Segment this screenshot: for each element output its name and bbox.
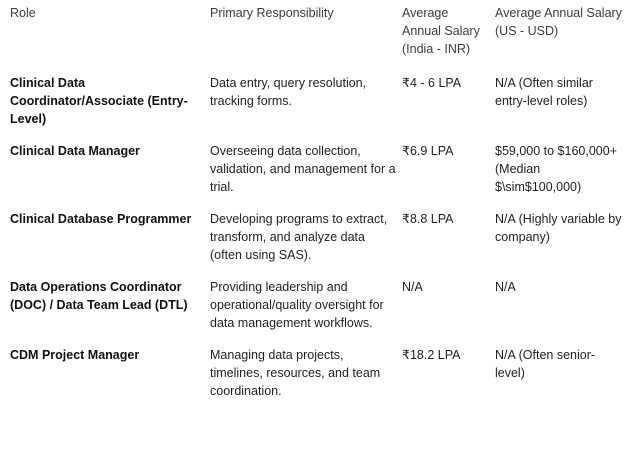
role-cell: Clinical Database Programmer (10, 212, 192, 226)
responsibility-cell: Providing leadership and operational/quality oversight for data management workflows. (210, 280, 384, 330)
table-row (0, 210, 624, 278)
table-row (0, 346, 624, 414)
salary-us-cell: $59,000 to $160,000+ (Median $\sim$100,000) (495, 144, 617, 194)
salary-india-cell: N/A (402, 280, 423, 294)
salary-us-cell: N/A (Often similar entry-level roles) (495, 76, 593, 108)
responsibility-cell: Managing data projects, timelines, resources, and team coordination. (210, 348, 381, 398)
salary-india-cell: ₹18.2 LPA (402, 348, 461, 362)
salary-india-cell: ₹8.8 LPA (402, 212, 454, 226)
salary-us-cell: N/A (Often senior-level) (495, 348, 596, 380)
responsibility-cell: Data entry, query resolution, tracking forms. (210, 76, 367, 108)
role-cell: Clinical Data Manager (10, 144, 140, 158)
role-cell: Clinical Data Coordinator/Associate (Entry-Level) (10, 76, 188, 126)
table-row (0, 278, 624, 346)
table-row (0, 72, 624, 142)
salary-india-cell: ₹6.9 LPA (402, 144, 454, 158)
header-salary-us: Average Annual Salary (US - USD) (495, 6, 622, 38)
header-row (0, 0, 624, 72)
responsibility-cell: Developing programs to extract, transform, and analyze data (often using SAS). (210, 212, 388, 262)
table-row (0, 142, 624, 210)
salary-us-cell: N/A (495, 280, 516, 294)
salary-us-cell: N/A (Highly variable by company) (495, 212, 622, 244)
table-header (0, 0, 624, 72)
salary-india-cell: ₹4 - 6 LPA (402, 76, 462, 90)
header-salary-india: Average Annual Salary (India - INR) (402, 6, 480, 56)
table-body (0, 72, 624, 414)
header-responsibility: Primary Responsibility (210, 6, 334, 20)
role-cell: CDM Project Manager (10, 348, 140, 362)
header-role: Role (10, 6, 36, 20)
responsibility-cell: Overseeing data collection, validation, and management for a trial. (210, 144, 396, 194)
role-cell: Data Operations Coordinator (DOC) / Data Team Lead (DTL) (10, 280, 188, 312)
